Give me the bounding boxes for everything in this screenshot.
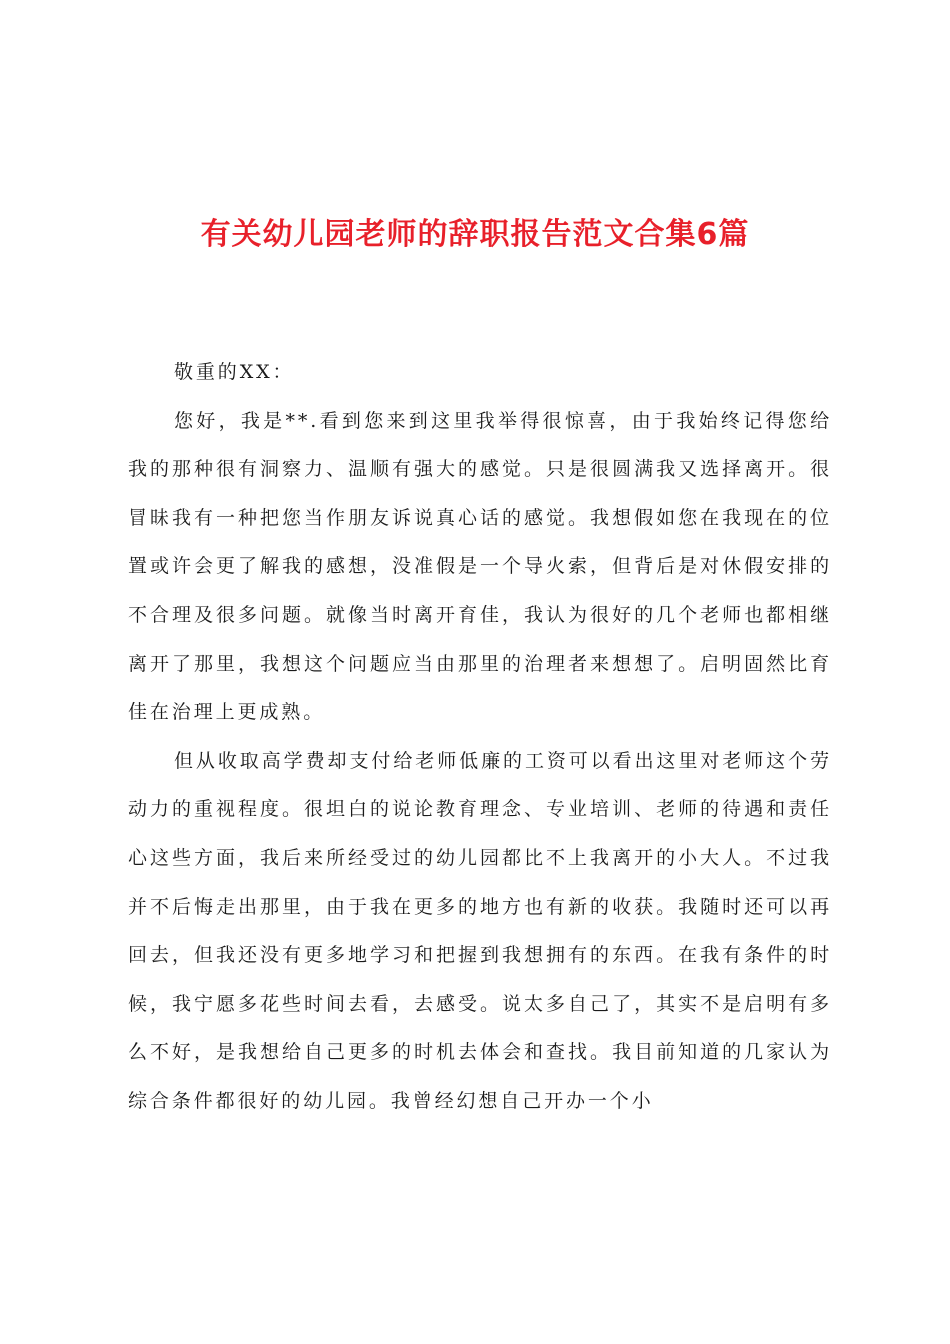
salutation: 敬重的XX： <box>174 361 295 383</box>
document-body <box>128 348 832 1126</box>
paragraph-1: 您好，我是**.看到您来到这里我举得很惊喜，由于我始终记得您给我的那种很有洞察力、温顺有强大的感觉。只是很圆满我又选择离开。很冒昧我有一种把您当作朋友诉说真心话的感觉。我想假如您在我现在的位置或许会更了解我的感想，没准假是一个导火索，但背后是对休假安排的不合理及很多问题。就像当时离开育佳，我认为很好的几个老师也都相继离开了那里，我想这个问题应当由那里的治理者来想想了。启明固然比育佳在治理上更成熟。 <box>128 409 832 724</box>
document-title: 有关幼儿园老师的辞职报告范文合集6篇 <box>200 217 750 252</box>
paragraph-2: 但从收取高学费却支付给老师低廉的工资可以看出这里对老师这个劳动力的重视程度。很坦白的说论教育理念、专业培训、老师的待遇和责任心这些方面，我后来所经受过的幼儿园都比不上我离开的小大人。不过我并不后悔走出那里，由于我在更多的地方也有新的收获。我随时还可以再回去，但我还没有更多地学习和把握到我想拥有的东西。在我有条件的时候，我宁愿多花些时间去看，去感受。说太多自己了，其实不是启明有多么不好，是我想给自己更多的时机去体会和查找。我目前知道的几家认为综合条件都很好的幼儿园。我曾经幻想自己开办一个小 <box>128 749 832 1112</box>
